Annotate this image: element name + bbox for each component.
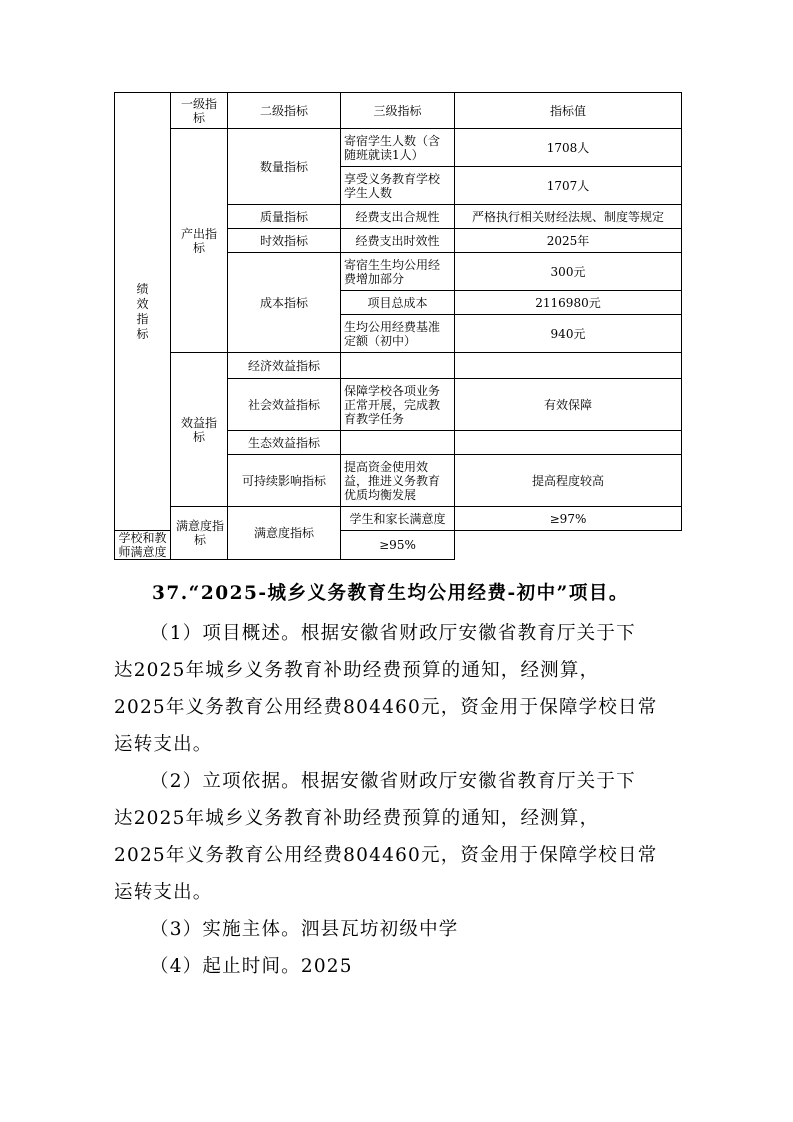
quality-name: 经费支出合规性 <box>341 205 455 229</box>
cost-name-2: 项目总成本 <box>341 291 455 315</box>
head-level2: 二级指标 <box>228 93 341 129</box>
p1-line-3: 2025年义务教育公用经费804460元，资金用于保障学校日常 <box>114 697 658 718</box>
head-level1: 一级指标 <box>171 93 228 129</box>
cost-label: 成本指标 <box>228 253 341 353</box>
sustainable-name: 提高资金使用效益，推进义务教育优质均衡发展 <box>341 455 455 507</box>
quality-label: 质量指标 <box>228 205 341 229</box>
cost-value-2: 2116980元 <box>455 291 682 315</box>
satisfaction-value-1: ≥97% <box>455 507 682 531</box>
quantity-value-2: 1707人 <box>455 167 682 205</box>
ecological-name <box>341 431 455 455</box>
satisfaction-label: 满意度指标 <box>171 507 228 560</box>
social-name: 保障学校各项业务正常开展，完成教育教学任务 <box>341 379 455 431</box>
economic-value <box>455 353 682 379</box>
ecological-label: 生态效益指标 <box>228 431 341 455</box>
social-label: 社会效益指标 <box>228 379 341 431</box>
quantity-name-1: 寄宿学生人数（含随班就读1人） <box>341 129 455 167</box>
quantity-name-2: 享受义务教育学校学生人数 <box>341 167 455 205</box>
cost-value-3: 940元 <box>455 315 682 353</box>
p1-line-1: （1）项目概述。根据安徽省财政厅安徽省教育厅关于下 <box>150 623 636 644</box>
sustainable-label: 可持续影响指标 <box>228 455 341 507</box>
p4: （4）起止时间。2025 <box>150 956 353 977</box>
satisfaction-name-1: 学生和家长满意度 <box>341 507 455 531</box>
satisfaction-sub-label: 满意度指标 <box>228 507 341 560</box>
p2-line-1: （2）立项依据。根据安徽省财政厅安徽省教育厅关于下 <box>150 771 636 792</box>
timeliness-value: 2025年 <box>455 229 682 253</box>
ecological-value <box>455 431 682 455</box>
economic-label: 经济效益指标 <box>228 353 341 379</box>
output-label: 产出指标 <box>171 129 228 353</box>
p1-line-2: 达2025年城乡义务教育补助经费预算的通知，经测算， <box>114 660 600 681</box>
benefit-label: 效益指标 <box>171 353 228 507</box>
satisfaction-name-2: 学校和教师满意度 <box>115 531 171 560</box>
p3: （3）实施主体。泗县瓦坊初级中学 <box>150 919 459 940</box>
p2-line-2: 达2025年城乡义务教育补助经费预算的通知，经测算， <box>114 808 600 829</box>
timeliness-name: 经费支出时效性 <box>341 229 455 253</box>
p2-line-4: 运转支出。 <box>114 882 213 903</box>
section-heading: 37.“2025-城乡义务教育生均公用经费-初中”项目。 <box>152 583 629 604</box>
timeliness-label: 时效指标 <box>228 229 341 253</box>
group-label: 绩效指标 <box>136 281 149 341</box>
p2-line-3: 2025年义务教育公用经费804460元，资金用于保障学校日常 <box>114 845 658 866</box>
sustainable-value: 提高程度较高 <box>455 455 682 507</box>
cost-name-1: 寄宿生生均公用经费增加部分 <box>341 253 455 291</box>
group-cell <box>115 93 171 531</box>
p1-line-4: 运转支出。 <box>114 734 213 755</box>
cost-name-3: 生均公用经费基准定额（初中） <box>341 315 455 353</box>
social-value: 有效保障 <box>455 379 682 431</box>
performance-indicator-table <box>114 92 682 560</box>
head-level3: 三级指标 <box>341 93 455 129</box>
quantity-label: 数量指标 <box>228 129 341 205</box>
satisfaction-value-2: ≥95% <box>341 531 455 560</box>
quality-value: 严格执行相关财经法规、制度等规定 <box>455 205 682 229</box>
quantity-value-1: 1708人 <box>455 129 682 167</box>
head-value: 指标值 <box>455 93 682 129</box>
economic-name <box>341 353 455 379</box>
cost-value-1: 300元 <box>455 253 682 291</box>
